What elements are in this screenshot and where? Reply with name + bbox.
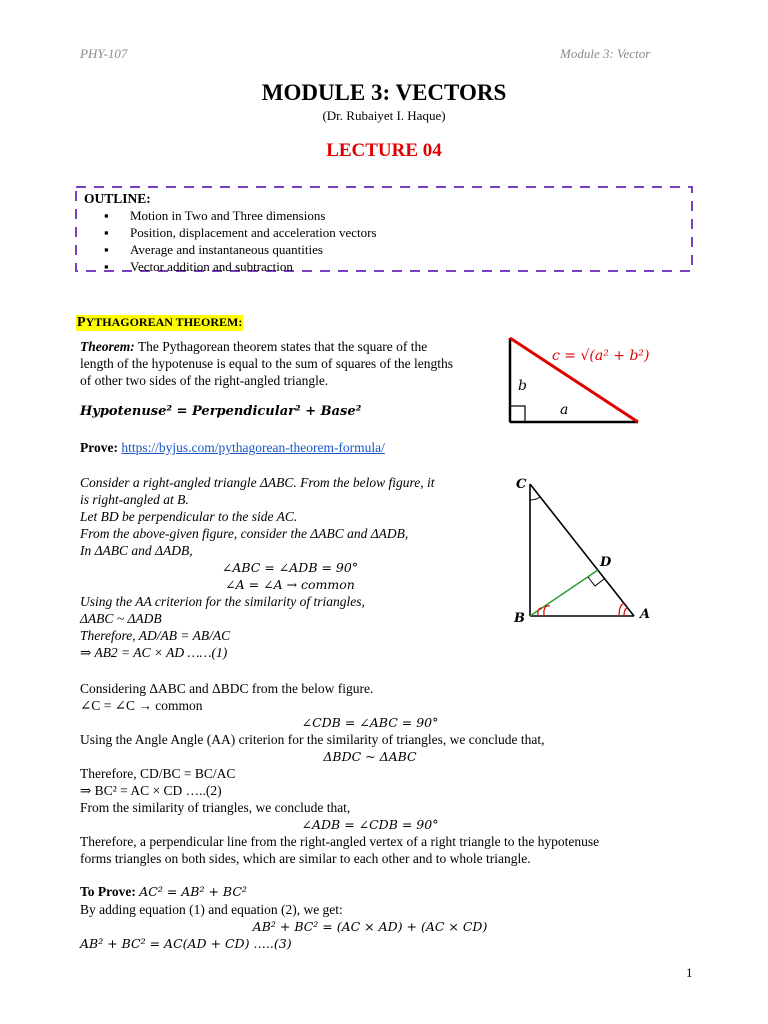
proof-equation: ∠ABC = ∠ADB = 90° bbox=[221, 560, 359, 575]
hypotenuse-label: c = √(a² + b²) bbox=[552, 348, 650, 364]
figure-triangle-abc bbox=[508, 470, 668, 630]
part2-equation: ∠CDB = ∠ABC = 90° bbox=[301, 715, 439, 730]
header-course: PHY-107 bbox=[80, 46, 128, 61]
page-number: 1 bbox=[686, 965, 693, 980]
angle-b-mark bbox=[544, 606, 550, 616]
toprove-line: By adding equation (1) and equation (2), we get: bbox=[80, 902, 343, 917]
vertex-a-label: A bbox=[640, 607, 651, 622]
outline-title: OUTLINE: bbox=[84, 191, 151, 206]
figure-right-triangle bbox=[500, 330, 680, 430]
toprove-line: To Prove: AC² = AB² + BC² bbox=[80, 884, 247, 899]
part2-line: Therefore, CD/BC = BC/AC bbox=[80, 766, 236, 781]
altitude-bd bbox=[530, 570, 598, 616]
right-angle-d bbox=[588, 577, 604, 586]
proof-line: Therefore, AD/AB = AB/AC bbox=[80, 628, 231, 643]
part2-line: forms triangles on both sides, which are similar to each other and to whole triangle. bbox=[80, 851, 531, 866]
part2-equation: ΔBDC ~ ΔABC bbox=[323, 749, 417, 764]
proof-line: Let BD be perpendicular to the side AC. bbox=[80, 509, 298, 524]
part2-line: Considering ΔABC and ΔBDC from the below figure. bbox=[80, 681, 374, 696]
proof-line: In ΔABC and ΔADB, bbox=[80, 543, 193, 558]
theorem-line: length of the hypotenuse is equal to the sum of squares of the lengths bbox=[80, 356, 454, 371]
theorem-line: of other two sides of the right-angled triangle. bbox=[80, 373, 329, 388]
side-b-label: b bbox=[518, 378, 527, 394]
outline-item: ▪ Vector addition and subtraction bbox=[104, 258, 377, 275]
author: (Dr. Rubaiyet I. Haque) bbox=[322, 108, 446, 123]
part2-line: ⇒ BC² = AC × CD …..(2) bbox=[80, 783, 222, 798]
theorem-line: Theorem: The Pythagorean theorem states that the square of the bbox=[80, 339, 428, 354]
section-title: PYTHAGOREAN THEOREM: bbox=[77, 315, 243, 330]
angle-c-mark bbox=[530, 497, 540, 500]
right-angle-mark bbox=[510, 406, 525, 422]
proof-line: ⇒ AB2 = AC × AD ……(1) bbox=[80, 645, 228, 660]
outline-list bbox=[104, 207, 377, 275]
vertex-d-label: D bbox=[600, 555, 612, 570]
part2-line: ∠C = ∠C → common bbox=[80, 698, 203, 713]
proof-line: Consider a right-angled triangle ΔABC. From the below figure, it bbox=[80, 475, 435, 490]
prove-link[interactable]: https://byjus.com/pythagorean-theorem-formula/ bbox=[121, 440, 385, 455]
proof-line: Using the AA criterion for the similarity of triangles, bbox=[80, 594, 365, 609]
vertex-c-label: C bbox=[516, 477, 527, 492]
vertex-b-label: B bbox=[514, 611, 525, 626]
part2-equation: ∠ADB = ∠CDB = 90° bbox=[301, 817, 439, 832]
toprove-equation: AB² + BC² = (AC × AD) + (AC × CD) bbox=[252, 919, 488, 934]
header-module: Module 3: Vector bbox=[560, 46, 651, 61]
angle-a-mark bbox=[624, 608, 628, 616]
page-title: MODULE 3: VECTORS bbox=[261, 80, 507, 105]
part2-line: From the similarity of triangles, we conclude that, bbox=[80, 800, 351, 815]
theorem-formula: Hypotenuse² = Perpendicular² + Base² bbox=[80, 404, 362, 419]
proof-line: ΔABC ~ ΔADB bbox=[80, 611, 162, 626]
part2-line: Using the Angle Angle (AA) criterion for the similarity of triangles, we conclude that, bbox=[80, 732, 545, 747]
proof-equation: ∠A = ∠A → common bbox=[225, 577, 355, 592]
outline-item: ▪ Motion in Two and Three dimensions bbox=[104, 207, 377, 224]
lecture-title: LECTURE 04 bbox=[326, 140, 442, 161]
toprove-line: AB² + BC² = AC(AD + CD) …..(3) bbox=[80, 936, 292, 951]
part2-line: Therefore, a perpendicular line from the right-angled vertex of a right triangle to the hypotenuse bbox=[80, 834, 600, 849]
prove-line: Prove: https://byjus.com/pythagorean-theorem-formula/ bbox=[80, 440, 385, 455]
side-a-label: a bbox=[560, 402, 569, 418]
outline-item: ▪ Position, displacement and acceleration vectors bbox=[104, 224, 377, 241]
outline-item: ▪ Average and instantaneous quantities bbox=[104, 241, 377, 258]
proof-line: is right-angled at B. bbox=[80, 492, 189, 507]
proof-line: From the above-given figure, consider the ΔABC and ΔADB, bbox=[80, 526, 409, 541]
side-ca bbox=[530, 484, 634, 616]
